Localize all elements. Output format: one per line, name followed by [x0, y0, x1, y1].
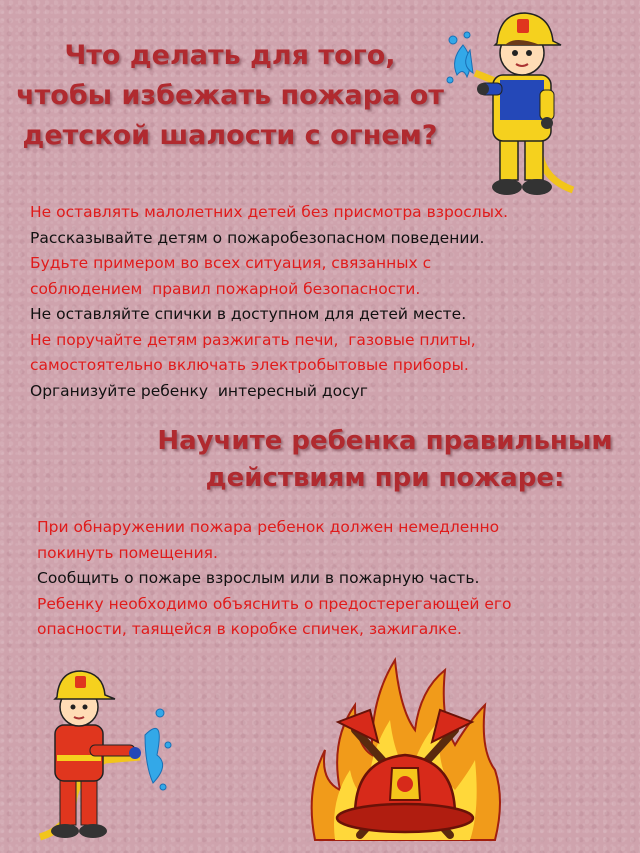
firefighter-illustration-top	[445, 5, 580, 200]
title-line: чтобы избежать пожара от	[16, 80, 444, 111]
prevention-tips-list	[30, 200, 630, 404]
heading-line: Научите ребенка правильным	[157, 426, 613, 456]
list-item: Рассказывайте детям о пожаробезопасном поведении.	[30, 228, 485, 247]
list-item: Организуйте ребенку интересный досуг	[30, 381, 368, 400]
list-item: опасности, таящейся в коробке спичек, зажигалке.	[37, 620, 462, 638]
list-item: покинуть помещения.	[37, 543, 218, 562]
list-item: соблюдением правил пожарной безопасности.	[30, 279, 421, 298]
list-item: Не оставляйте спички в доступном для детей месте.	[30, 305, 467, 323]
list-item: Сообщить о пожаре взрослым или в пожарную часть.	[37, 569, 480, 587]
list-item: При обнаружении пожара ребенок должен немедленно	[37, 518, 500, 536]
list-item: Будьте примером во всех ситуация, связанных с	[30, 254, 432, 272]
page-title	[0, 36, 460, 156]
fire-helmet-illustration	[300, 650, 510, 850]
list-item: Ребенку необходимо объяснить о предостерегающей его	[37, 594, 512, 613]
list-item: Не оставлять малолетних детей без присмотра взрослых.	[30, 203, 509, 221]
firefighter-illustration-bottom	[35, 665, 175, 845]
list-item: Не поручайте детям разжигать печи, газовые плиты,	[30, 330, 476, 349]
title-line: Что делать для того,	[64, 40, 396, 71]
section-heading	[140, 423, 630, 497]
title-line: детской шалости с огнем?	[22, 120, 438, 151]
list-item: самостоятельно включать электробытовые приборы.	[30, 356, 469, 374]
fire-actions-list	[37, 515, 637, 643]
heading-line: действиям при пожаре:	[205, 463, 565, 493]
